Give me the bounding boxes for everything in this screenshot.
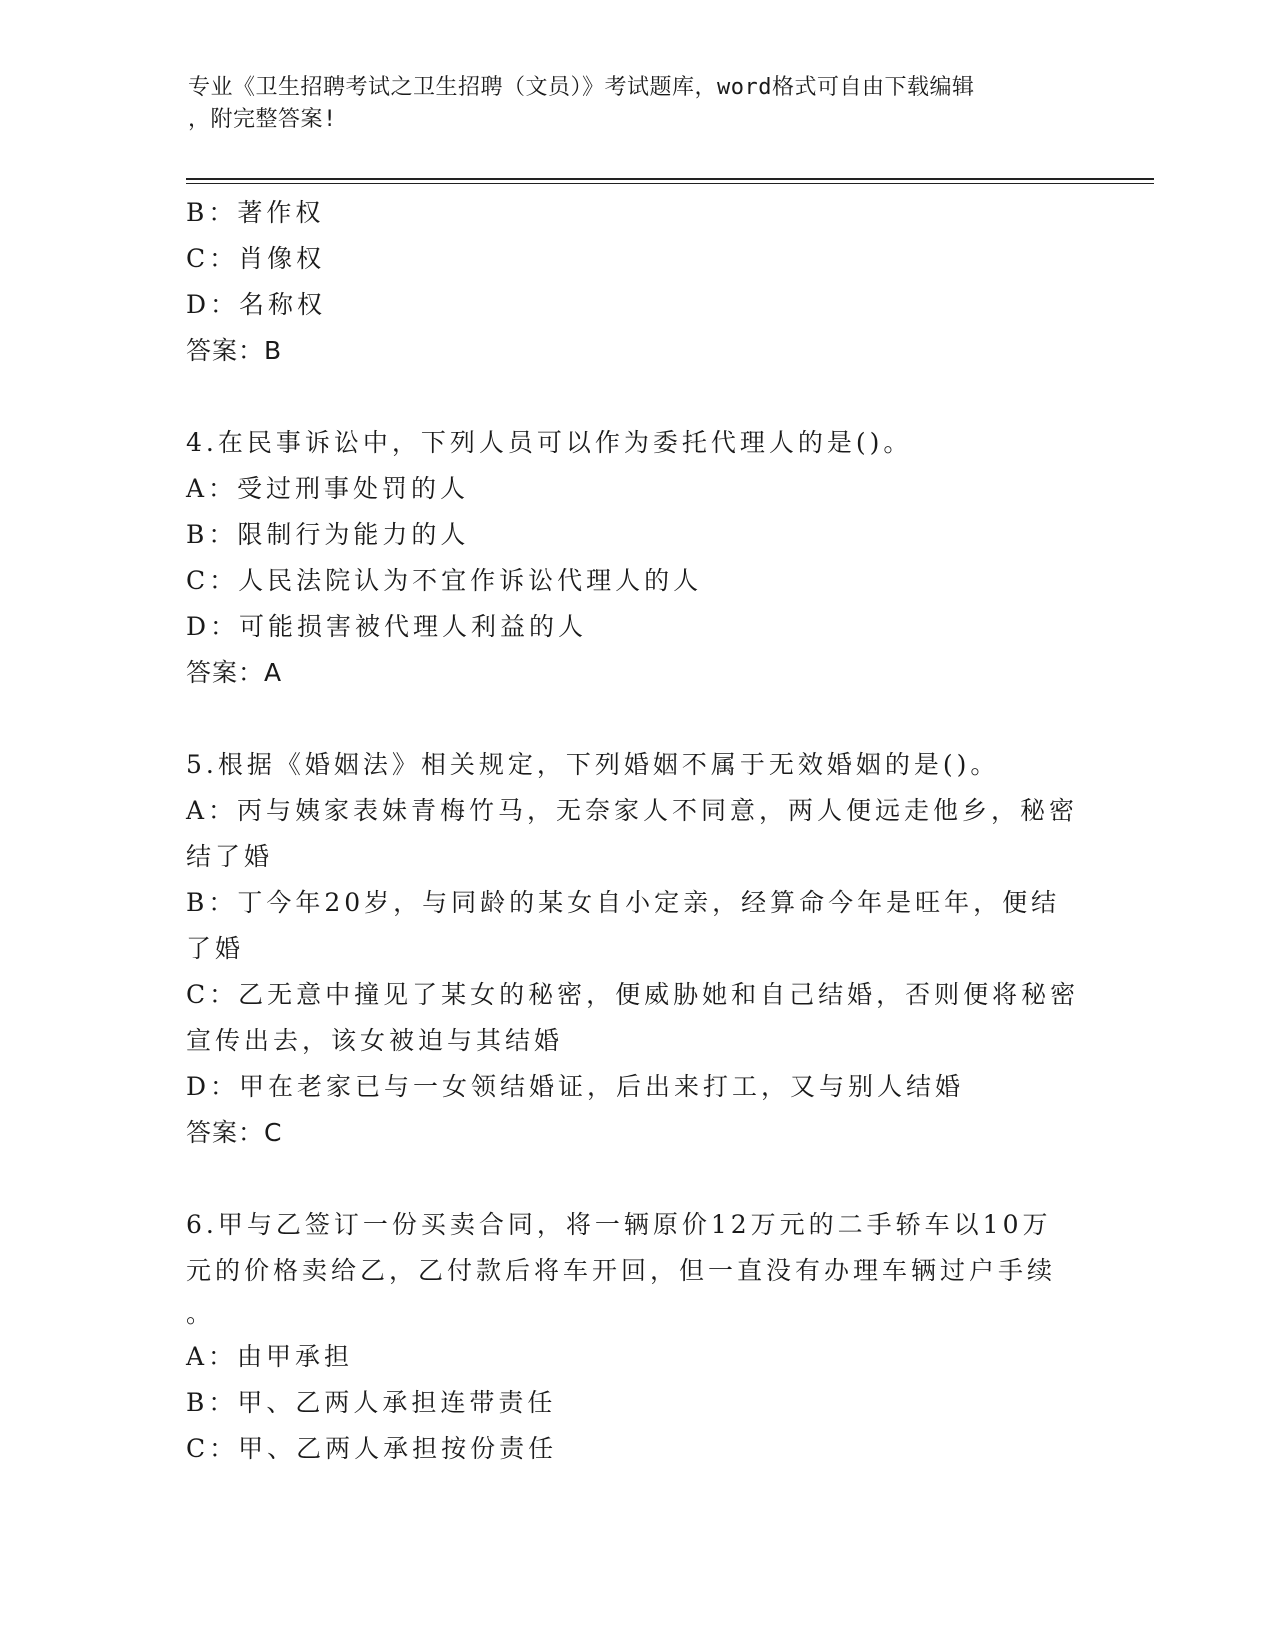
q4-option-c: C：人民法院认为不宜作诉讼代理人的人 — [186, 566, 703, 595]
q3-answer: 答案：B — [186, 336, 283, 365]
q5-stem: 5.根据《婚姻法》相关规定，下列婚姻不属于无效婚姻的是()。 — [186, 750, 1000, 779]
q4-answer: 答案：A — [186, 658, 283, 687]
q5-option-a-line-2: 结了婚 — [186, 842, 274, 871]
question-4 — [186, 420, 1086, 696]
q6-stem-line-3: 。 — [186, 1299, 216, 1328]
q3-option-c: C：肖像权 — [186, 244, 326, 273]
spacer — [186, 1156, 1086, 1202]
q5-option-d: D：甲在老家已与一女领结婚证，后出来打工，又与别人结婚 — [186, 1072, 965, 1101]
question-5 — [186, 742, 1086, 1156]
q5-option-b-line-1: B：丁今年20岁，与同龄的某女自小定亲，经算命今年是旺年，便结 — [186, 888, 1061, 917]
q3-option-b: B：著作权 — [186, 198, 325, 227]
header-rule-thin — [186, 183, 1154, 184]
spacer — [186, 374, 1086, 420]
question-6 — [186, 1202, 1086, 1472]
q6-option-b: B：甲、乙两人承担连带责任 — [186, 1388, 557, 1417]
q4-stem: 4.在民事诉讼中，下列人员可以作为委托代理人的是()。 — [186, 428, 913, 457]
q5-option-a-line-1: A：丙与姨家表妹青梅竹马，无奈家人不同意，两人便远走他乡，秘密 — [186, 796, 1079, 825]
q4-option-b: B：限制行为能力的人 — [186, 520, 470, 549]
q6-option-a: A：由甲承担 — [186, 1342, 354, 1371]
q6-stem-line-1: 6.甲与乙签订一份买卖合同，将一辆原价12万元的二手轿车以10万 — [186, 1210, 1052, 1239]
q5-answer: 答案：C — [186, 1118, 283, 1147]
question-3-continued — [186, 190, 1086, 374]
header-line-2: ，附完整答案! — [188, 107, 337, 132]
q6-stem-line-2: 元的价格卖给乙，乙付款后将车开回，但一直没有办理车辆过户手续 — [186, 1256, 1057, 1285]
page-header — [188, 72, 1088, 136]
q4-option-d: D：可能损害被代理人利益的人 — [186, 612, 588, 641]
q5-option-b-line-2: 了婚 — [186, 934, 245, 963]
q5-option-c-line-1: C：乙无意中撞见了某女的秘密，便威胁她和自己结婚，否则便将秘密 — [186, 980, 1080, 1009]
q4-option-a: A：受过刑事处罚的人 — [186, 474, 470, 503]
header-line-1: 专业《卫生招聘考试之卫生招聘（文员）》考试题库，word格式可自由下载编辑 — [188, 75, 975, 100]
q3-option-d: D：名称权 — [186, 290, 327, 319]
q5-option-c-line-2: 宣传出去，该女被迫与其结婚 — [186, 1026, 564, 1055]
spacer — [186, 696, 1086, 742]
question-content — [186, 190, 1086, 1472]
q6-option-c: C：甲、乙两人承担按份责任 — [186, 1434, 558, 1463]
header-rule-thick — [186, 178, 1154, 180]
